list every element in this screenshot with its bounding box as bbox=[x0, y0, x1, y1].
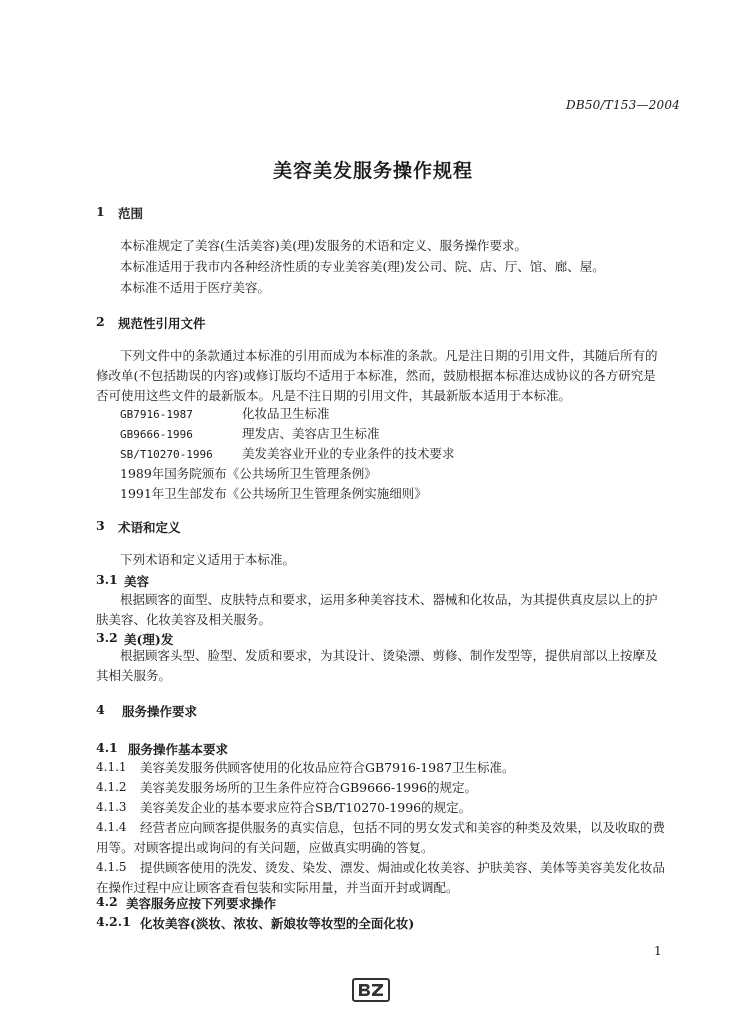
section-1-number: 1 bbox=[96, 204, 105, 219]
term-number: 3.2 bbox=[96, 630, 118, 645]
section-3-number: 3 bbox=[96, 518, 105, 533]
clause-text: 化妆美容(淡妆、浓妆、新娘妆等妆型的全面化妆) bbox=[140, 916, 415, 931]
publisher-logo bbox=[352, 978, 390, 1002]
section-1-heading: 范围 bbox=[118, 206, 144, 221]
clause-text: 美容美发企业的基本要求应符合SB/T10270-1996的规定。 bbox=[140, 800, 472, 815]
reference-code: GB9666-1996 bbox=[120, 428, 193, 441]
clause-text: 经营者应向顾客提供服务的真实信息，包括不同的男女发式和美容的种类及效果，以及收取的费用等。对顾客提出或询问的有关问题，应做真实明确的答复。 bbox=[96, 820, 666, 855]
clause-number: 4.1.4 bbox=[96, 820, 127, 834]
clause-text: 美容美发服务场所的卫生条件应符合GB9666-1996的规定。 bbox=[140, 780, 478, 795]
term-name: 美(理)发 bbox=[124, 632, 174, 647]
term-number: 3.1 bbox=[96, 572, 118, 587]
clause-number: 4.1.2 bbox=[96, 780, 127, 794]
clause-text: 提供顾客使用的洗发、烫发、染发、漂发、焗油或化妆美容、护肤美容、美体等美容美发化妆品在操作过程中应让顾客查看包装和实际用量，并当面开封或调配。 bbox=[96, 860, 666, 895]
clause-number: 4.2.1 bbox=[96, 914, 131, 929]
section-2-intro: 下列文件中的条款通过本标准的引用而成为本标准的条款。凡是注日期的引用文件，其随后所有的修改单(不包括勘误的内容)或修订版均不适用于本标准，然而，鼓励根据本标准达成协议的各方研究是否可使用这些文件的最新版本。凡是不注日期的引用文件，其最新版本适用于本标准。 bbox=[96, 348, 658, 403]
section-3-intro: 下列术语和定义适用于本标准。 bbox=[120, 552, 296, 567]
bz-logo-icon bbox=[356, 982, 386, 998]
reference-code: SB/T10270-1996 bbox=[120, 448, 213, 461]
page-number: 1 bbox=[654, 944, 662, 958]
reference-title: 化妆品卫生标准 bbox=[242, 406, 330, 421]
subsection-number: 4.2 bbox=[96, 894, 118, 909]
clause-number: 4.1.3 bbox=[96, 800, 127, 814]
section-1-line: 本标准不适用于医疗美容。 bbox=[120, 280, 271, 295]
subsection-heading: 服务操作基本要求 bbox=[128, 742, 229, 757]
section-2-number: 2 bbox=[96, 314, 105, 329]
reference-title: 理发店、美容店卫生标准 bbox=[242, 426, 380, 441]
subsection-number: 4.1 bbox=[96, 740, 118, 755]
clause-number: 4.1.1 bbox=[96, 760, 127, 774]
section-4-heading: 服务操作要求 bbox=[122, 704, 198, 719]
reference-code: GB7916-1987 bbox=[120, 408, 193, 421]
section-1-line: 本标准规定了美容(生活美容)美(理)发服务的术语和定义、服务操作要求。 bbox=[120, 238, 528, 253]
clause-number: 4.1.5 bbox=[96, 860, 127, 874]
reference-extra: 1989年国务院颁布《公共场所卫生管理条例》 bbox=[120, 466, 377, 481]
section-3-heading: 术语和定义 bbox=[118, 520, 181, 535]
clause-text: 美容美发服务供顾客使用的化妆品应符合GB7916-1987卫生标准。 bbox=[140, 760, 515, 775]
subsection-heading: 美容服务应按下列要求操作 bbox=[126, 896, 277, 911]
section-1-line: 本标准适用于我市内各种经济性质的专业美容美(理)发公司、院、店、厅、馆、廊、屋。 bbox=[120, 259, 605, 274]
section-4-number: 4 bbox=[96, 702, 105, 717]
reference-title: 美发美容业开业的专业条件的技术要求 bbox=[242, 446, 455, 461]
term-definition: 根据顾客头型、脸型、发质和要求，为其设计、烫染漂、剪修、制作发型等，提供肩部以上按摩及其相关服务。 bbox=[96, 648, 658, 683]
standard-code: DB50/T153—2004 bbox=[566, 98, 680, 112]
section-2-heading: 规范性引用文件 bbox=[118, 316, 206, 331]
document-title: 美容美发服务操作规程 bbox=[272, 160, 473, 182]
term-definition: 根据顾客的面型、皮肤特点和要求，运用多种美容技术、器械和化妆品，为其提供真皮层以上的护肤美容、化妆美容及相关服务。 bbox=[96, 592, 658, 627]
term-name: 美容 bbox=[124, 574, 150, 589]
reference-extra: 1991年卫生部发布《公共场所卫生管理条例实施细则》 bbox=[120, 486, 427, 501]
